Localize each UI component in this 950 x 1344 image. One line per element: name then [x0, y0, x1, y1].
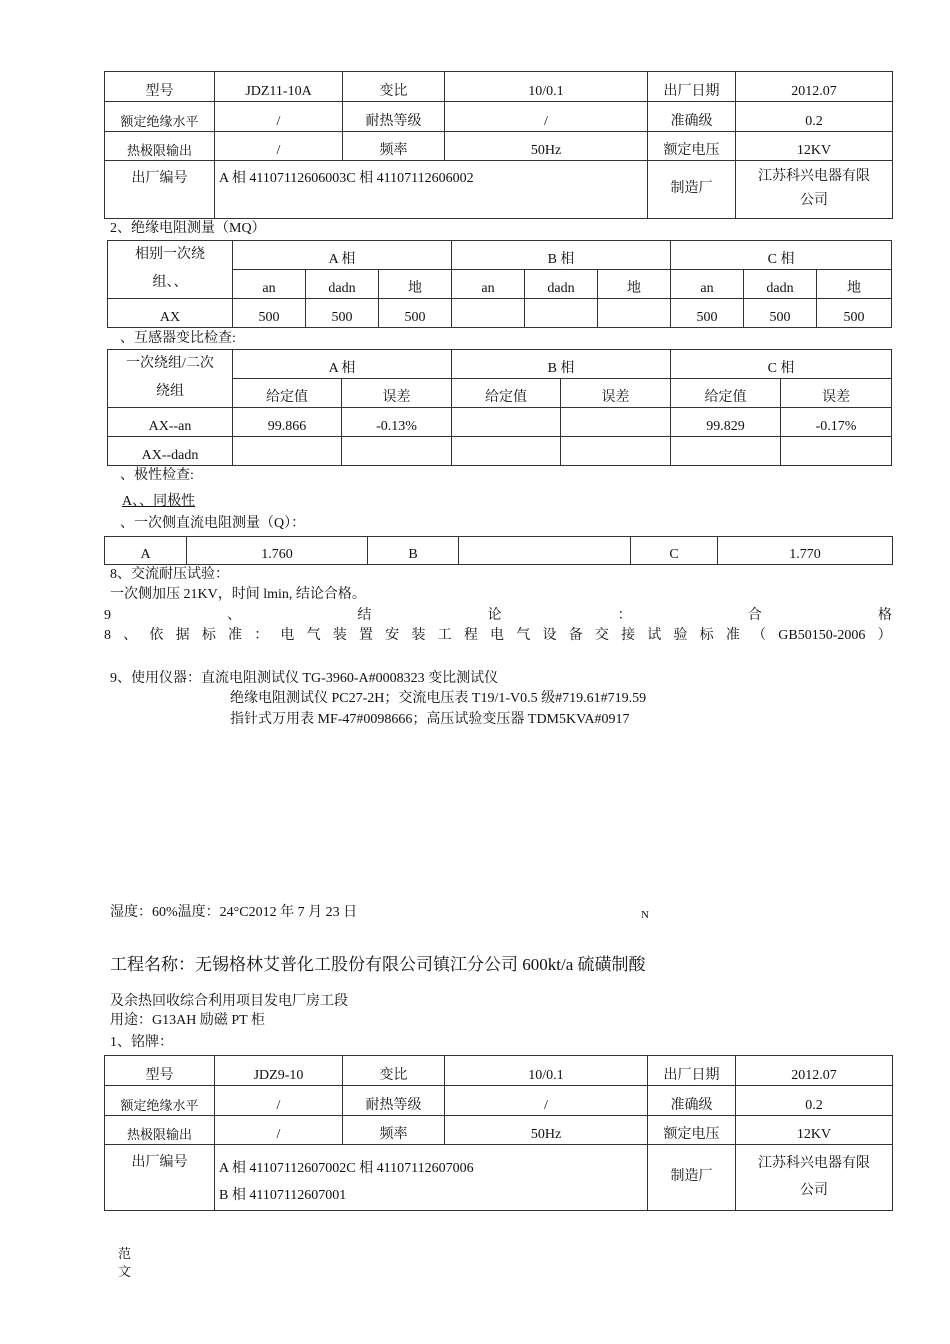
phase-header: B 相: [452, 241, 671, 270]
cell: [452, 408, 561, 437]
ratio-table: [107, 349, 892, 466]
instruments-line: 9、使用仪器：直流电阻测试仪 TG-3960-A#0008323 变比测试仪: [110, 671, 499, 686]
row-label: AX--an: [108, 408, 233, 437]
cell: 准确级: [648, 1086, 736, 1116]
sub-header: an: [233, 270, 306, 299]
cell: 0.2: [736, 102, 893, 132]
cell: A: [105, 537, 187, 565]
sub-header: 地: [817, 270, 892, 299]
cell: 耐热等级: [343, 102, 445, 132]
char: 备: [568, 628, 583, 643]
cell: 准确级: [648, 102, 736, 132]
char: GB50150-2006: [778, 628, 866, 643]
char: 标: [201, 628, 216, 643]
header-line: 绕组: [156, 384, 184, 399]
char: 验: [673, 628, 688, 643]
sub-header: 误差: [781, 379, 892, 408]
cell: 99.829: [671, 408, 781, 437]
usage: 用途：G13AH 励磁 PT 柜: [110, 1013, 265, 1028]
nameplate-table-2: [104, 1055, 893, 1211]
char: 交: [594, 628, 609, 643]
cell: /: [215, 102, 343, 132]
sub-header: 误差: [561, 379, 671, 408]
char: 合: [747, 608, 762, 623]
cell: 频率: [343, 1116, 445, 1145]
cell: [671, 437, 781, 466]
serial-label: 出厂编号: [105, 1145, 215, 1211]
cell: 热极限输出: [105, 132, 215, 161]
char: 程: [463, 628, 478, 643]
cell: 500: [233, 299, 306, 328]
char: 设: [542, 628, 557, 643]
cell: 出厂日期: [648, 72, 736, 102]
cell: 500: [817, 299, 892, 328]
phase-header: C 相: [671, 241, 892, 270]
insulation-table: [107, 240, 892, 328]
cell: [525, 299, 598, 328]
maker-value: [736, 1145, 893, 1211]
char: （: [752, 628, 767, 643]
char: 气: [306, 628, 321, 643]
char: 气: [516, 628, 531, 643]
phase-header: C 相: [671, 350, 892, 379]
cell: [598, 299, 671, 328]
char: 格: [877, 608, 892, 623]
maker-label: 制造厂: [648, 1145, 736, 1211]
phase-header: A 相: [233, 241, 452, 270]
header-line: 组、、: [152, 275, 188, 290]
cell: -0.17%: [781, 408, 892, 437]
cell: [452, 437, 561, 466]
cell: 10/0.1: [445, 1056, 648, 1086]
header-line: 相别一次绕: [135, 247, 205, 262]
char: 准: [725, 628, 740, 643]
cell: 额定电压: [648, 132, 736, 161]
char: 装: [411, 628, 426, 643]
char: ：: [254, 628, 269, 643]
cell: 2012.07: [736, 1056, 893, 1086]
phase-header: A 相: [233, 350, 452, 379]
section-title: 、一次侧直流电阻测量（Q）：: [120, 516, 306, 531]
nameplate-table-1: [104, 71, 893, 219]
cell: 12KV: [736, 132, 893, 161]
cell: /: [215, 132, 343, 161]
sub-header: 给定值: [233, 379, 342, 408]
section-title: 8、交流耐压试验：: [110, 567, 229, 582]
cell: 10/0.1: [445, 72, 648, 102]
char: 试: [647, 628, 662, 643]
cell: 50Hz: [445, 1116, 648, 1145]
cell: 0.2: [736, 1086, 893, 1116]
polarity-result: A、、同极性: [122, 494, 196, 509]
instruments-line: 指针式万用表 MF-47#0098666；高压试验变压器 TDM5KVA#0917: [230, 712, 630, 727]
cell: 500: [671, 299, 744, 328]
cell: 额定绝缘水平: [105, 102, 215, 132]
cell: 额定绝缘水平: [105, 1086, 215, 1116]
section-title: 、极性检查:: [120, 468, 194, 483]
cell: 1.760: [187, 537, 368, 565]
char: 电: [490, 628, 505, 643]
maker-line: 公司: [800, 193, 828, 208]
cell: /: [215, 1116, 343, 1145]
cell: [342, 437, 452, 466]
dc-resistance-table: [104, 536, 893, 565]
sub-header: an: [671, 270, 744, 299]
cell: 额定电压: [648, 1116, 736, 1145]
cell: 12KV: [736, 1116, 893, 1145]
cell: [233, 437, 342, 466]
conclusion-line: [104, 607, 892, 625]
sub-header: dadn: [744, 270, 817, 299]
mark: N: [641, 909, 649, 921]
cell: /: [445, 102, 648, 132]
char: 依: [149, 628, 164, 643]
basis-line: [104, 627, 892, 645]
maker-line: 江苏科兴电器有限: [758, 169, 870, 184]
char: 8: [104, 628, 111, 643]
cell: [459, 537, 631, 565]
section-title: 2、绝缘电阻测量（MQ）: [110, 221, 266, 236]
serial-value: [215, 1145, 648, 1211]
cell: [561, 408, 671, 437]
sub-header: dadn: [525, 270, 598, 299]
cell: 耐热等级: [343, 1086, 445, 1116]
cell: 热极限输出: [105, 1116, 215, 1145]
sub-header: dadn: [306, 270, 379, 299]
cell: 2012.07: [736, 72, 893, 102]
cell: 变比: [343, 1056, 445, 1086]
cell: JDZ9-10: [215, 1056, 343, 1086]
row-label: AX--dadn: [108, 437, 233, 466]
sub-header: 给定值: [671, 379, 781, 408]
char: 装: [332, 628, 347, 643]
cell: [781, 437, 892, 466]
char: 、: [227, 608, 242, 623]
serial-line: B 相 41107112607001: [219, 1188, 347, 1203]
cell: B: [368, 537, 459, 565]
char: ）: [877, 628, 892, 643]
sub-header: an: [452, 270, 525, 299]
cell: 99.866: [233, 408, 342, 437]
header-cell: [108, 350, 233, 408]
char: 安: [385, 628, 400, 643]
char: 据: [175, 628, 190, 643]
section-title: 、互感器变比检查:: [120, 331, 236, 346]
footer-mark: 文: [118, 1264, 132, 1279]
char: 结: [357, 608, 372, 623]
maker-line: 江苏科兴电器有限: [758, 1156, 870, 1171]
instruments-line: 绝缘电阻测试仪 PC27-2H；交流电压表 T19/1-V0.5 级#719.61#719.59: [230, 691, 647, 706]
serial-label: 出厂编号: [105, 161, 215, 219]
sub-header: 地: [379, 270, 452, 299]
environment-line: 湿度：60%温度：24°C2012 年 7 月 23 日: [110, 905, 358, 920]
cell: [452, 299, 525, 328]
cell: 型号: [105, 1056, 215, 1086]
cell: 变比: [343, 72, 445, 102]
section-title: 1、铭牌：: [110, 1035, 173, 1050]
serial-value: A 相 41107112606003C 相 41107112606002: [215, 161, 648, 219]
header-line: 一次绕组/二次: [126, 356, 214, 371]
paragraph: 一次侧加压 21KV，时间 lmin, 结论合格。: [110, 587, 366, 602]
cell: 50Hz: [445, 132, 648, 161]
serial-line: A 相 41107112607002C 相 41107112607006: [219, 1161, 474, 1176]
cell: 频率: [343, 132, 445, 161]
cell: [561, 437, 671, 466]
cell: 型号: [105, 72, 215, 102]
cell: /: [445, 1086, 648, 1116]
maker-line: 公司: [800, 1183, 828, 1198]
row-label: AX: [108, 299, 233, 328]
char: 接: [621, 628, 636, 643]
char: 置: [359, 628, 374, 643]
maker-label: 制造厂: [648, 161, 736, 219]
char: 论: [487, 608, 502, 623]
char: 、: [123, 628, 138, 643]
cell: JDZ11-10A: [215, 72, 343, 102]
sub-header: 给定值: [452, 379, 561, 408]
cell: 出厂日期: [648, 1056, 736, 1086]
char: 电: [280, 628, 295, 643]
cell: 500: [306, 299, 379, 328]
project-name: 及余热回收综合利用项目发电厂房工段: [110, 994, 348, 1009]
phase-header: B 相: [452, 350, 671, 379]
header-cell: [108, 241, 233, 299]
sub-header: 地: [598, 270, 671, 299]
char: 工: [437, 628, 452, 643]
maker-value: [736, 161, 893, 219]
sub-header: 误差: [342, 379, 452, 408]
cell: C: [631, 537, 718, 565]
project-name: 工程名称：无锡格林艾普化工股份有限公司镇江分公司 600kt/a 硫磺制酸: [110, 955, 646, 974]
cell: -0.13%: [342, 408, 452, 437]
cell: 500: [379, 299, 452, 328]
char: 9: [104, 608, 111, 623]
cell: 1.770: [718, 537, 893, 565]
char: ：: [617, 608, 632, 623]
char: 标: [699, 628, 714, 643]
cell: /: [215, 1086, 343, 1116]
cell: 500: [744, 299, 817, 328]
char: 准: [228, 628, 243, 643]
footer-mark: 范: [118, 1246, 132, 1261]
